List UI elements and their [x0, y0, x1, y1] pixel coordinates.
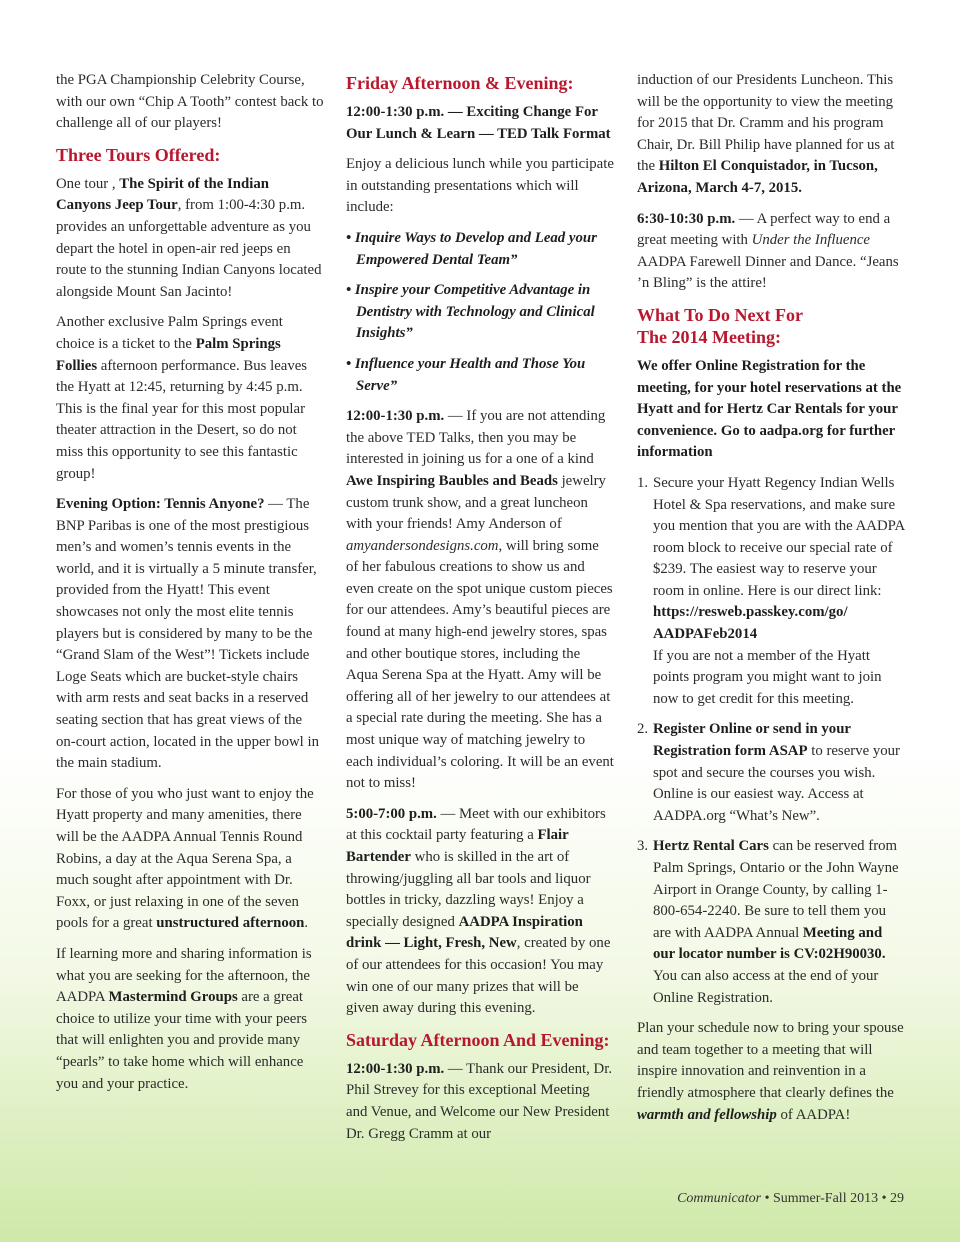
paragraph-jewelry: 12:00-1:30 p.m. — If you are not attending the above TED Talks, then you may be interested in joining us for a one of a kind Awe Inspiring Baubles and Beads jewelry custom trunk show, and a great luncheon with your friends! Amy Anderson of amyandersondesigns.com, will bring some of her fabulous creations to show us and even create on the spot unique custom pieces for our attendees. Amy’s beautiful pieces are found at many high-end jewelry stores, spas and other boutique stores, including the Aqua Serena Spa at the Hyatt. Amy will be offering all of her jewelry to our attendees at a special rate during the meeting. She has a most unique way of matching jewelry to each individual’s coloring. It will be an event not to miss! [346, 408, 614, 792]
paragraph-follies: Another exclusive Palm Springs event choice is a ticket to the Palm Springs Follies afternoon performance. Bus leaves the Hyatt at 12:45, returning by 4:45 p.m. This is the final year for this most popular theater attraction in the Desert, so do not miss this opportunity to see this fantastic group! [56, 314, 308, 482]
paragraph-jeep-tour: One tour , The Spirit of the Indian Canyons Jeep Tour, from 1:00-4:30 p.m. provides an unforgettable adventure as you depart the hotel in open-air red jeeps en route to the stunning Indian Canyons located alongside Mount San Jacinto! [56, 175, 322, 300]
paragraph-online-registration: We offer Online Registration for the meeting, for your hotel reservations at the Hyatt and for Hertz Car Rentals for your convenience. Go to aadpa.org for further information [637, 357, 902, 461]
paragraph-plan-schedule: Plan your schedule now to bring your spouse and team together to a meeting that will inspire innovation and reinvention in a friendly atmosphere that clearly defines the warmth and fellowship of AADPA! [637, 1020, 904, 1123]
paragraph-president-lunch: 12:00-1:30 p.m. — Thank our President, Dr. Phil Strevey for this exceptional Meeting and Venue, and Welcome our New President Dr. Gregg Cramm at our [346, 1060, 613, 1142]
issue-name: Summer-Fall 2013 [772, 1191, 879, 1206]
page-number: 29 [890, 1191, 904, 1206]
paragraph-cocktail: 5:00-7:00 p.m. — Meet with our exhibitors at this cocktail party featuring a Flair Bartender who is skilled in the art of throwing/juggling all bar tools and liquor bottles in tricky, dazzling ways! Enjoy a specially designed AADPA Inspiration drink — Light, Fresh, New, created by one of our attendees for this occasion! You may win one of our many prizes that will be given away during this evening. [346, 805, 611, 1017]
paragraph-farewell: 6:30-10:30 p.m. — A perfect way to end a great meeting with Under the Influence AADPA Farewell Dinner and Dance. “Jeans ’n Bling” is the attire! [637, 210, 899, 292]
paragraph-tennis: Evening Option: Tennis Anyone? — The BNP Paribas is one of the most prestigious men’s and women’s tennis events in the world, and it is virtually a 5 minute transfer, provided from the Hyatt! This event showcases not only the most elite tennis players but is considered by many to be the “Grand Slam of the West”! Tickets include Loge Seats which are bucket-style chairs with arm rests and seat backs in a reserved seating section that has great views of the on-court action, located in the upper bowl in the main stadium. [56, 496, 319, 772]
hotel-link[interactable]: https://resweb.passkey.com/go/ AADPAFeb2014 [653, 604, 848, 643]
bullet-influence: • Influence your Health and Those You Serve” [346, 355, 586, 394]
paragraph-ted-title: 12:00-1:30 p.m. — Exciting Change For Our Lunch & Learn — TED Talk Format [346, 104, 611, 142]
heading-what-next: What To Do Next For The 2014 Meeting: [637, 304, 803, 347]
list-item-register: 2. Register Online or send in your Registration form ASAP to reserve your spot and secure the courses you wish. Online is our easiest way. Access at AADPA.org “What’s New”. [637, 721, 900, 824]
paragraph-golf: the PGA Championship Celebrity Course, with our own “Chip A Tooth” contest back to challenge all of our players! [56, 72, 324, 132]
bullet-inquire: • Inquire Ways to Develop and Lead your Empowered Dental Team” [346, 229, 597, 268]
page-footer: Communicator • Summer-Fall 2013 • 29 [677, 1191, 904, 1206]
paragraph-hyatt-amenities: For those of you who just want to enjoy the Hyatt property and many amenities, there will be the AADPA Annual Tennis Round Robins, a day at the Aqua Serena Spa, a much sought after appointment with Dr. Foxx, or just relaxing in one of the seven pools for a great unstructured afternoon. [56, 785, 314, 932]
bullet-inspire: • Inspire your Competitive Advantage in Dentistry with Technology and Clinical Insights” [346, 282, 595, 342]
heading-three-tours: Three Tours Offered: [56, 144, 221, 165]
column-middle [346, 70, 614, 1154]
column-right [637, 70, 905, 1135]
publication-name: Communicator [677, 1191, 762, 1206]
paragraph-mastermind: If learning more and sharing information is what you are seeking for the afternoon, the AADPA Mastermind Groups are a great choice to utilize your time with your peers that will enlighten you and provide many “pearls” to take home which will enhance you and your practice. [56, 945, 312, 1092]
list-item-hotel: 1. Secure your Hyatt Regency Indian Wells Hotel & Spa reservations, and make sure you mention that you are with the AADPA room block to receive our special rate of $239. The easiest way to reserve your room in online. Here is our direct link: https://resweb.passkey.com/go/ AADPAFeb2014 If you are not a member of the Hyatt points program you might want to join now to get credit for this meeting. [637, 474, 905, 707]
list-item-hertz: 3. Hertz Rental Cars can be reserved from Palm Springs, Ontario or the John Wayne Airport in Orange County, by calling 1-800-654-2240. Be sure to tell them you are with AADPA Annual Meeting and our locator number is CV:02H90030. You can also access at the end of your Online Registration. [637, 838, 899, 1006]
heading-friday: Friday Afternoon & Evening: [346, 73, 574, 93]
paragraph-induction: induction of our Presidents Luncheon. This will be the opportunity to view the meeting for 2015 that Dr. Cramm and his program Chair, Dr. Bill Philip have planned for us at the Hilton El Conquistador, in Tucson, Arizona, March 4-7, 2015. [637, 72, 895, 196]
column-left [56, 70, 324, 1104]
paragraph-lunch: Enjoy a delicious lunch while you participate in outstanding presentations which will include: [346, 156, 614, 216]
heading-saturday: Saturday Afternoon And Evening: [346, 1029, 610, 1050]
steps-list [637, 473, 905, 1009]
